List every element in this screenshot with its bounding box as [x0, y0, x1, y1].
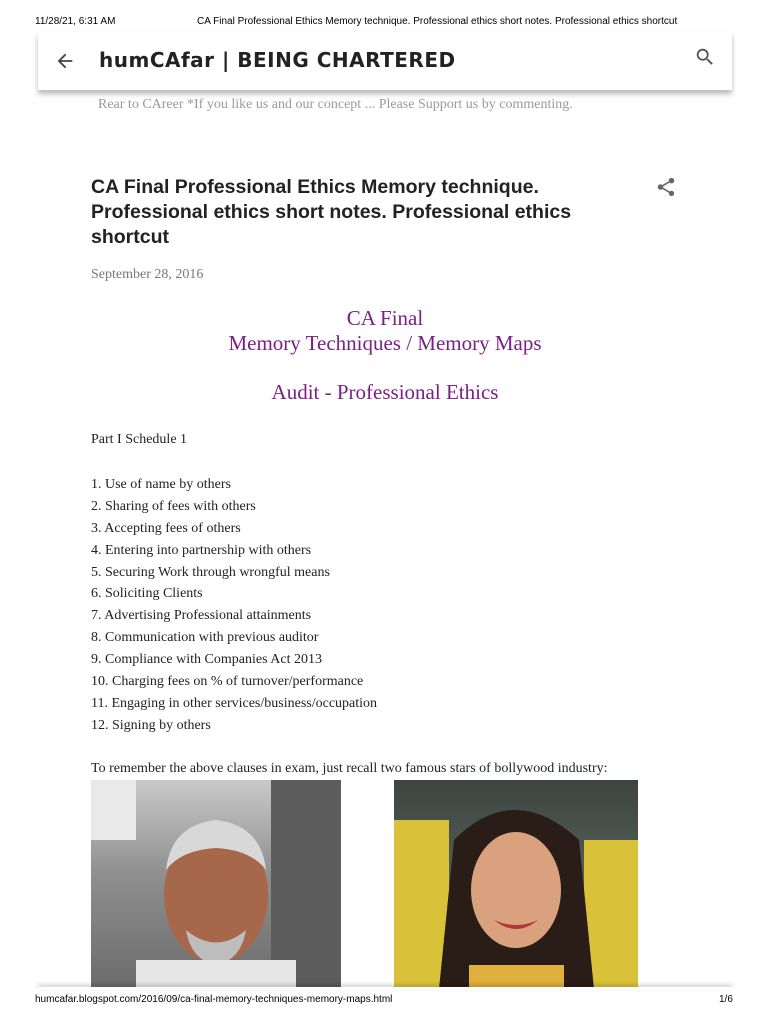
list-item: 4. Entering into partnership with others [91, 542, 312, 558]
list-item: 6. Soliciting Clients [91, 586, 203, 602]
list-item: 11. Engaging in other services/business/occupation [91, 695, 378, 711]
actor-photo [91, 780, 341, 989]
actress-photo [394, 780, 638, 989]
print-page-title: CA Final Professional Ethics Memory technique. Professional ethics short notes. Professional ethics shortcut [197, 16, 678, 27]
list-item: 5. Securing Work through wrongful means [91, 564, 330, 580]
list-item: 9. Compliance with Companies Act 2013 [91, 652, 322, 668]
page-bottom-edge [38, 987, 732, 990]
list-item: 3. Accepting fees of others [91, 520, 241, 536]
site-tagline: Rear to CAreer *If you like us and our concept ... Please Support us by commenting. [98, 97, 573, 112]
list-item: 1. Use of name by others [91, 477, 231, 492]
heading-audit-ethics: Audit - Professional Ethics [271, 380, 499, 404]
list-item: 8. Communication with previous auditor [91, 630, 319, 646]
post-date: September 28, 2016 [91, 267, 204, 282]
actress-photo-illustration [394, 780, 638, 989]
arrow-left-icon[interactable] [54, 50, 76, 72]
list-item: 10. Charging fees on % of turnover/performance [91, 674, 364, 690]
print-url: humcafar.blogspot.com/2016/09/ca-final-memory-techniques-memory-maps.html [35, 994, 393, 1005]
heading-memory-techniques: Memory Techniques / Memory Maps [228, 331, 542, 355]
print-datetime: 11/28/21, 6:31 AM [35, 16, 116, 27]
print-footer [0, 994, 768, 1008]
list-item: 2. Sharing of fees with others [91, 498, 256, 514]
page-number: 1/6 [719, 994, 733, 1005]
list-item: 7. Advertising Professional attainments [91, 608, 312, 624]
print-header [0, 16, 768, 30]
app-bar [38, 32, 732, 90]
list-item: 12. Signing by others [91, 717, 211, 733]
schedule-label: Part I Schedule 1 [91, 432, 188, 447]
heading-ca-final: CA Final [346, 306, 424, 330]
search-icon[interactable] [694, 46, 716, 68]
share-icon[interactable] [655, 176, 677, 198]
recall-text: To remember the above clauses in exam, just recall two famous stars of bollywood industry: [91, 761, 608, 776]
site-title[interactable]: humCAfar | BEING CHARTERED [99, 48, 456, 72]
post-title: CA Final Professional Ethics Memory technique. Professional ethics short notes. Professional ethics shortcut [91, 176, 572, 248]
actor-photo-illustration [91, 780, 341, 989]
clause-list [91, 476, 377, 739]
